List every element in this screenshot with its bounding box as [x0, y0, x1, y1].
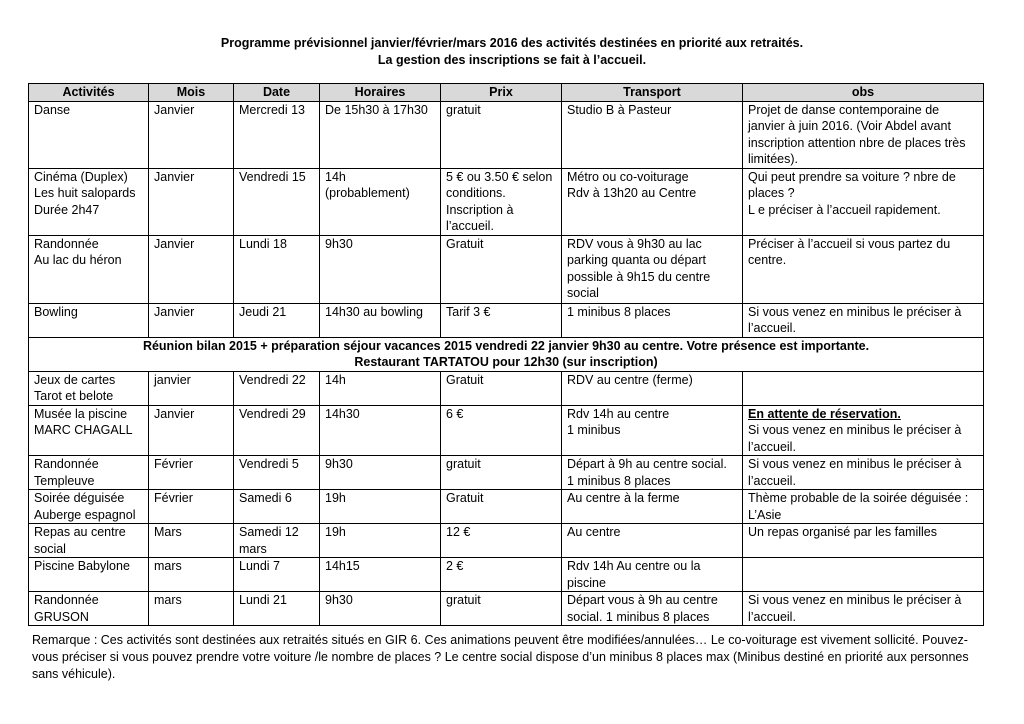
cell-transport: Au centre	[562, 524, 743, 558]
cell-transport: Rdv 14h au centre 1 minibus	[562, 405, 743, 456]
cell-prix: 12 €	[441, 524, 562, 558]
cell-prix: gratuit	[441, 592, 562, 626]
cell-mois: mars	[149, 592, 234, 626]
cell-horaires: 9h30	[320, 235, 441, 303]
cell-mois: janvier	[149, 371, 234, 405]
table-row	[29, 558, 984, 592]
cell-mois: Janvier	[149, 101, 234, 168]
cell-horaires: 14h (probablement)	[320, 168, 441, 235]
cell-activite: Randonnée GRUSON	[29, 592, 149, 626]
cell-activite: Randonnée Au lac du héron	[29, 235, 149, 303]
obs-text: Si vous venez en minibus le préciser à l’accueil.	[748, 423, 962, 454]
table-row	[29, 235, 984, 303]
table-row	[29, 592, 984, 626]
cell-activite: Soirée déguisée Auberge espagnol	[29, 490, 149, 524]
cell-obs: Un repas organisé par les familles	[743, 524, 984, 558]
table-row	[29, 371, 984, 405]
cell-horaires: 14h15	[320, 558, 441, 592]
cell-mois: mars	[149, 558, 234, 592]
cell-transport: Au centre à la ferme	[562, 490, 743, 524]
header-obs: obs	[743, 84, 984, 102]
cell-activite: Repas au centre social	[29, 524, 149, 558]
cell-obs: Si vous venez en minibus le préciser à l’accueil.	[743, 592, 984, 626]
header-prix: Prix	[441, 84, 562, 102]
cell-prix: Gratuit	[441, 371, 562, 405]
cell-activite: Cinéma (Duplex) Les huit salopards Durée 2h47	[29, 168, 149, 235]
cell-transport: Rdv 14h Au centre ou la piscine	[562, 558, 743, 592]
cell-mois: Janvier	[149, 235, 234, 303]
table-header-row	[29, 84, 984, 102]
cell-prix: gratuit	[441, 101, 562, 168]
title-line-2: La gestion des inscriptions se fait à l’accueil.	[377, 52, 647, 67]
cell-obs	[743, 405, 984, 456]
cell-activite: Randonnée Templeuve	[29, 456, 149, 490]
cell-obs: Projet de danse contemporaine de janvier à juin 2016. (Voir Abdel avant inscription attention nbre de places très limitées).	[743, 101, 984, 168]
cell-transport: Départ vous à 9h au centre social. 1 minibus 8 places	[562, 592, 743, 626]
cell-obs: Thème probable de la soirée déguisée : L’Asie	[743, 490, 984, 524]
cell-prix: 6 €	[441, 405, 562, 456]
cell-date: Lundi 7	[234, 558, 320, 592]
cell-obs: Préciser à l’accueil si vous partez du centre.	[743, 235, 984, 303]
cell-activite: Musée la piscine MARC CHAGALL	[29, 405, 149, 456]
cell-prix: gratuit	[441, 456, 562, 490]
cell-horaires: 19h	[320, 490, 441, 524]
cell-horaires: De 15h30 à 17h30	[320, 101, 441, 168]
cell-transport: 1 minibus 8 places	[562, 303, 743, 337]
cell-horaires: 14h30 au bowling	[320, 303, 441, 337]
cell-date: Vendredi 5	[234, 456, 320, 490]
cell-date: Samedi 12 mars	[234, 524, 320, 558]
cell-activite: Bowling	[29, 303, 149, 337]
cell-prix: 5 € ou 3.50 € selon conditions. Inscription à l’accueil.	[441, 168, 562, 235]
cell-mois: Janvier	[149, 405, 234, 456]
table-row	[29, 405, 984, 456]
table-row-banner	[29, 337, 984, 371]
table-row	[29, 456, 984, 490]
table-row	[29, 303, 984, 337]
cell-prix: Tarif 3 €	[441, 303, 562, 337]
document-title	[0, 35, 1024, 68]
cell-prix: 2 €	[441, 558, 562, 592]
cell-horaires: 14h30	[320, 405, 441, 456]
cell-date: Samedi 6	[234, 490, 320, 524]
table-row	[29, 524, 984, 558]
cell-activite: Jeux de cartes Tarot et belote	[29, 371, 149, 405]
table-row	[29, 101, 984, 168]
cell-transport: RDV au centre (ferme)	[562, 371, 743, 405]
cell-obs: Qui peut prendre sa voiture ? nbre de places ? L e préciser à l’accueil rapidement.	[743, 168, 984, 235]
header-activites: Activités	[29, 84, 149, 102]
remark-paragraph: Remarque : Ces activités sont destinées aux retraités situés en GIR 6. Ces animations peuvent être modifiées/annulées… Le co-voiturage est vivement sollicité. Pouvez-vous préciser si vous pouvez prendre votre voiture /le nombre de places ? Le centre social dispose d’un minibus 8 places max (Minibus destiné en priorité aux personnes sans véhicule).	[32, 633, 969, 681]
header-mois: Mois	[149, 84, 234, 102]
obs-emphasis: En attente de réservation.	[748, 406, 901, 421]
cell-date: Vendredi 22	[234, 371, 320, 405]
cell-mois: Février	[149, 456, 234, 490]
cell-date: Vendredi 29	[234, 405, 320, 456]
title-line-1: Programme prévisionnel janvier/février/mars 2016 des activités destinées en priorité aux retraités.	[220, 36, 804, 50]
cell-mois: Janvier	[149, 303, 234, 337]
cell-horaires: 19h	[320, 524, 441, 558]
cell-mois: Février	[149, 490, 234, 524]
cell-transport: RDV vous à 9h30 au lac parking quanta ou départ possible à 9h15 du centre social	[562, 235, 743, 303]
cell-transport: Départ à 9h au centre social. 1 minibus 8 places	[562, 456, 743, 490]
cell-obs: Si vous venez en minibus le préciser à l’accueil.	[743, 303, 984, 337]
table-row	[29, 168, 984, 235]
cell-horaires: 9h30	[320, 456, 441, 490]
cell-date: Vendredi 15	[234, 168, 320, 235]
cell-prix: Gratuit	[441, 235, 562, 303]
cell-activite: Piscine Babylone	[29, 558, 149, 592]
cell-date: Lundi 18	[234, 235, 320, 303]
cell-date: Lundi 21	[234, 592, 320, 626]
cell-horaires: 9h30	[320, 592, 441, 626]
cell-transport: Métro ou co-voiturage Rdv à 13h20 au Centre	[562, 168, 743, 235]
header-horaires: Horaires	[320, 84, 441, 102]
cell-mois: Janvier	[149, 168, 234, 235]
cell-date: Jeudi 21	[234, 303, 320, 337]
table-row	[29, 490, 984, 524]
cell-date: Mercredi 13	[234, 101, 320, 168]
header-transport: Transport	[562, 84, 743, 102]
cell-horaires: 14h	[320, 371, 441, 405]
programme-table	[28, 83, 984, 626]
cell-obs: Si vous venez en minibus le préciser à l’accueil.	[743, 456, 984, 490]
cell-transport: Studio B à Pasteur	[562, 101, 743, 168]
cell-obs	[743, 371, 984, 405]
header-date: Date	[234, 84, 320, 102]
cell-mois: Mars	[149, 524, 234, 558]
banner-cell: Réunion bilan 2015 + préparation séjour vacances 2015 vendredi 22 janvier 9h30 au centre. Votre présence est importante. Restaurant TARTATOU pour 12h30 (sur inscription)	[29, 337, 984, 371]
cell-obs	[743, 558, 984, 592]
cell-activite: Danse	[29, 101, 149, 168]
cell-prix: Gratuit	[441, 490, 562, 524]
